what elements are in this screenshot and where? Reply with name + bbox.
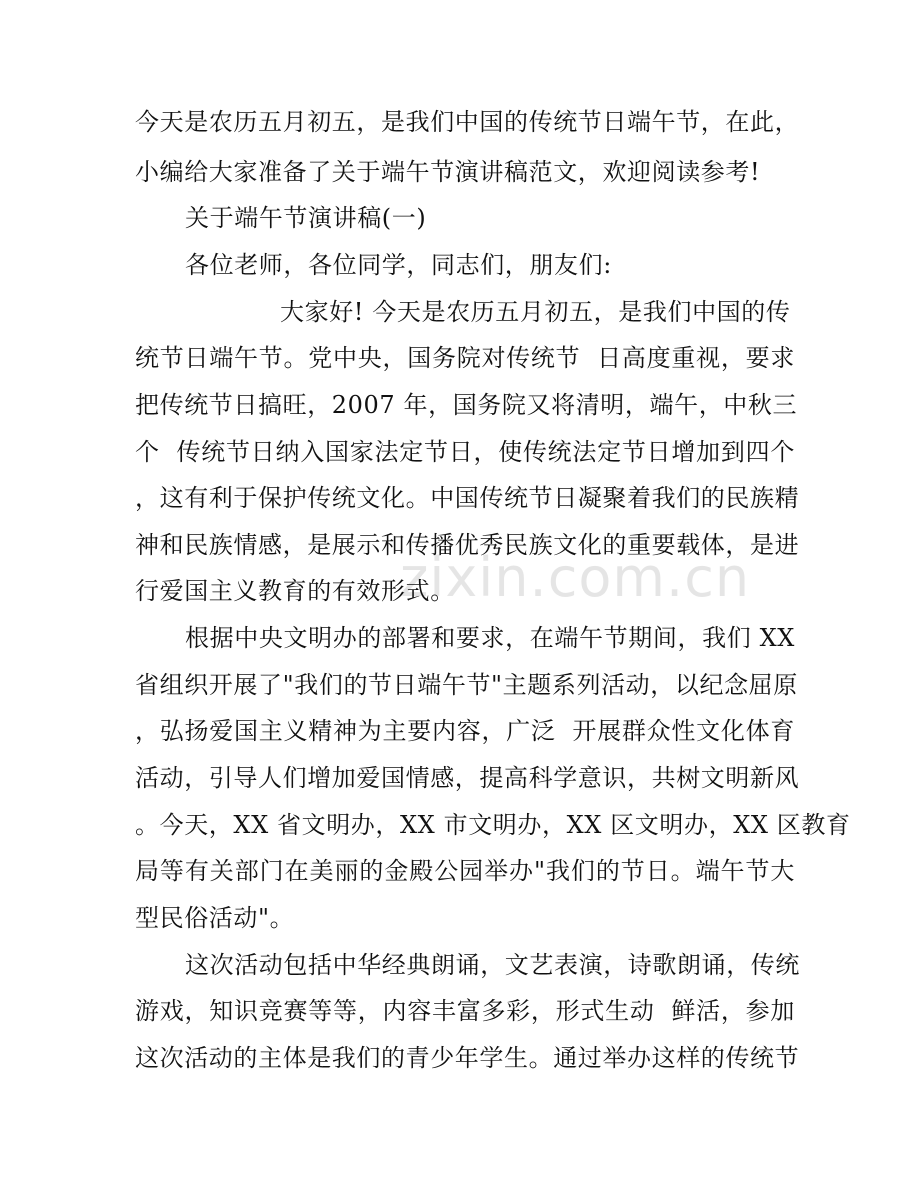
text-line: ，弘扬爱国主义精神为主要内容，广泛 开展群众性文化体育 — [135, 717, 795, 745]
salutation: 各位老师，各位同学，同志们，朋友们: — [185, 251, 612, 279]
text-line: 这次活动包括中华经典朗诵，文艺表演，诗歌朗诵，传统 — [185, 951, 800, 979]
text-line: 把传统节日搞旺，2007 年，国务院又将清明，端午，中秋三 — [135, 391, 798, 419]
text-line: 活动，引导人们增加爱国情感，提高科学意识，共树文明新风 — [135, 764, 800, 792]
section-heading: 关于端午节演讲稿(一) — [185, 204, 427, 232]
text-line: 省组织开展了"我们的节日端午节"主题系列活动，以纪念屈原 — [135, 671, 798, 699]
text-line: 这次活动的主体是我们的青少年学生。通过举办这样的传统节 — [135, 1044, 800, 1072]
text-line: 今天是农历五月初五，是我们中国的传统节日端午节，在此， — [135, 108, 800, 136]
text-line: 统节日端午节。党中央，国务院对传统节 日高度重视，要求 — [135, 344, 795, 372]
text-line: 神和民族情感，是展示和传播优秀民族文化的重要载体，是进 — [135, 531, 800, 559]
text-line: 游戏，知识竞赛等等，内容丰富多彩，形式生动 鲜活，参加 — [135, 997, 795, 1025]
text-line: 个 传统节日纳入国家法定节日，使传统法定节日增加到四个 — [135, 438, 795, 466]
text-line: 根据中央文明办的部署和要求，在端午节期间，我们 XX — [185, 624, 795, 652]
text-line: 型民俗活动"。 — [135, 904, 295, 932]
watermark: zixin.com.cn — [400, 546, 751, 609]
text-line: 局等有关部门在美丽的金殿公园举办"我们的节日。端午节大 — [135, 857, 795, 885]
text-line: 大家好! 今天是农历五月初五，是我们中国的传 — [280, 298, 791, 326]
text-line: 。今天，XX 省文明办，XX 市文明办，XX 区文明办，XX 区教育 — [135, 811, 851, 839]
text-line: ，这有利于保护传统文化。中国传统节日凝聚着我们的民族精 — [135, 484, 800, 512]
text-line: 小编给大家准备了关于端午节演讲稿范文，欢迎阅读参考! — [135, 158, 761, 186]
text-line: 行爱国主义教育的有效形式。 — [135, 577, 455, 605]
